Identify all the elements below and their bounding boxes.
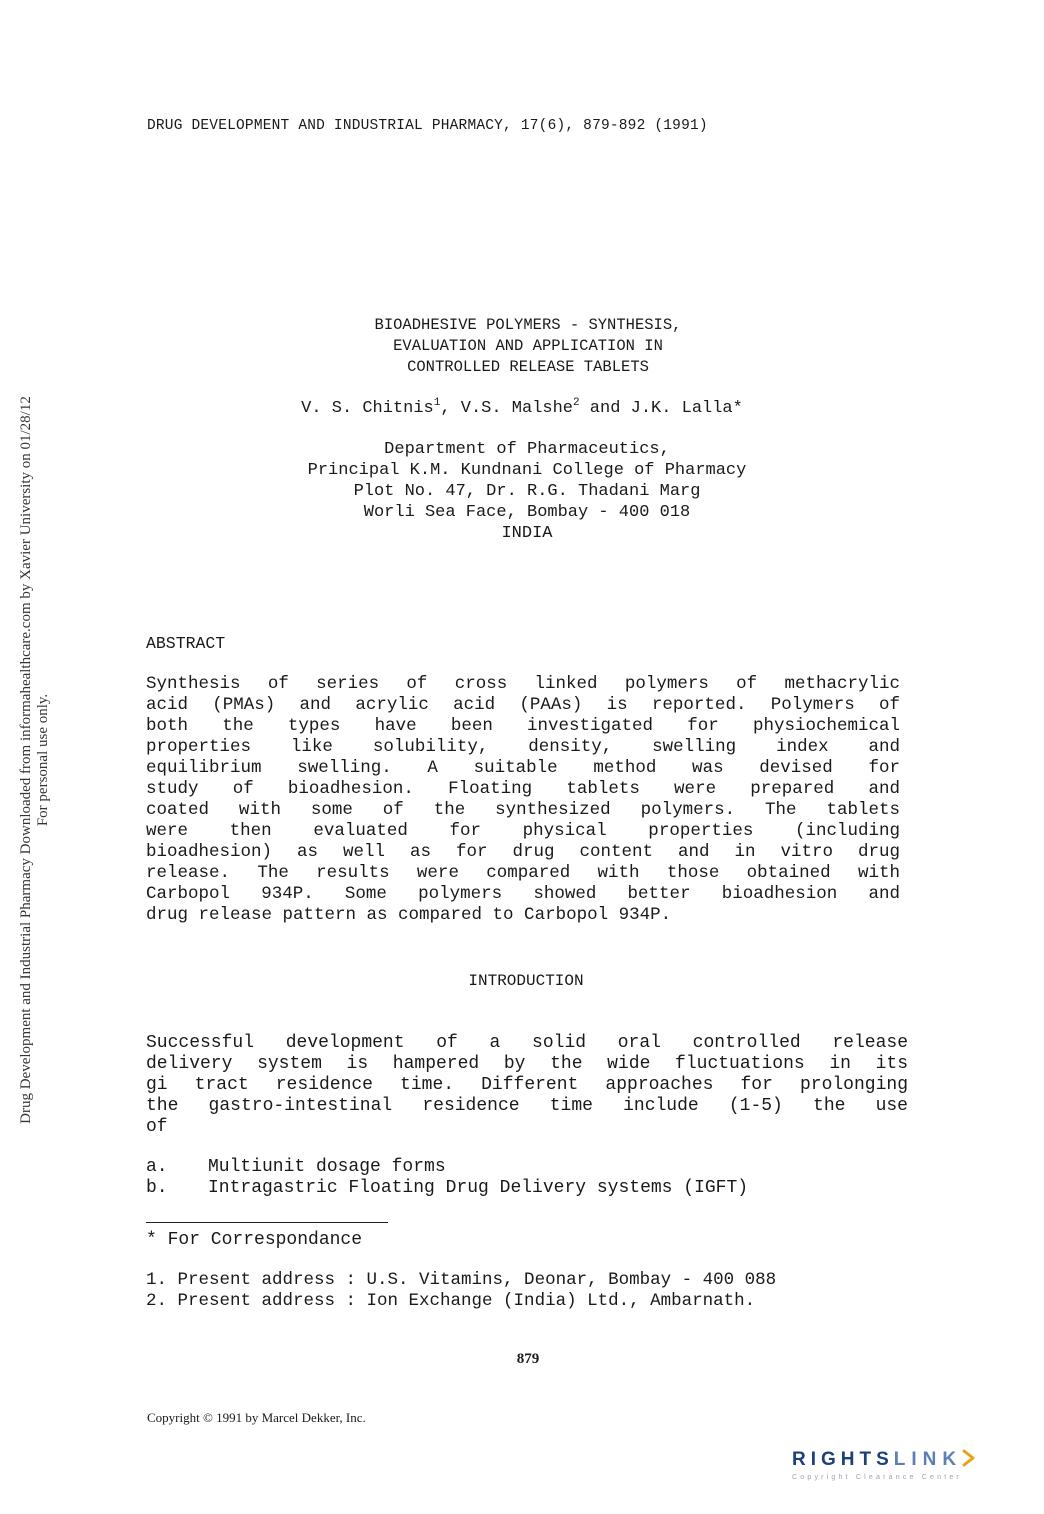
author-lalla: and J.K. Lalla* [579,399,743,418]
abstract-body [146,674,900,926]
title-line-3: CONTROLLED RELEASE TABLETS [407,358,649,376]
list-item [146,1178,748,1199]
affiliation [0,439,1044,544]
rightslink-word-rights: RIGHTS [792,1449,894,1470]
affiliation-line-1: Department of Pharmaceutics, [384,440,670,459]
author-chitnis-affil-mark: 1 [433,397,441,409]
rightslink-logo[interactable] [792,1449,1028,1485]
affiliation-line-5: INDIA [501,524,553,543]
abstract-line: were then evaluated for physical properties (including [146,821,900,841]
list-item [146,1157,748,1178]
copyright-line: Copyright © 1991 by Marcel Dekker, Inc. [147,1410,366,1425]
rightslink-tagline: Copyright Clearance Center [792,1474,962,1481]
paper-title [0,315,1044,378]
abstract-line: release. The results were compared with those obtained with [146,863,900,883]
author-malshe-affil-mark: 2 [573,397,580,409]
rightslink-word-link: LINK [893,1449,963,1470]
title-line-1: BIOADHESIVE POLYMERS - SYNTHESIS, [374,316,682,334]
list-item-text: Intragastric Floating Drug Delivery systems (IGFT) [208,1178,749,1198]
abstract-line: properties like solubility, density, swelling index and [146,737,900,757]
abstract-line: equilibrium swelling. A suitable method was devised for [146,758,900,778]
correspondence-note: * For Correspondance [146,1230,363,1250]
title-line-2: EVALUATION AND APPLICATION IN [393,337,663,355]
page-number [0,1351,1044,1368]
abstract-line: Synthesis of series of cross linked polymers of methacrylic [146,674,900,694]
download-notice-line-2: For personal use only. [35,693,51,827]
author-list [0,397,1044,418]
abstract-line: drug release pattern as compared to Carbopol 934P. [146,905,672,925]
list-item-marker: a. [146,1157,168,1177]
footnote-rule [146,1222,388,1223]
download-notice-line-1: Drug Development and Industrial Pharmacy Downloaded from informahealthcare.com by Xavier University on 01/28/12 [18,396,34,1124]
list-item-text: Multiunit dosage forms [208,1157,446,1177]
author-separator: , [440,399,461,418]
introduction-line: of [146,1117,168,1137]
abstract-line: study of bioadhesion. Floating tablets were prepared and [146,779,900,799]
footnote-1: 1. Present address : U.S. Vitamins, Deonar, Bombay - 400 088 [146,1270,777,1290]
abstract-line: bioadhesion) as well as for drug content and in vitro drug [146,842,900,862]
introduction-heading-text: INTRODUCTION [468,972,584,990]
footnote-2: 2. Present address : Ion Exchange (India) Ltd., Ambarnath. [146,1291,756,1311]
page-number-text: 879 [516,1351,540,1367]
rightslink-wordmark [792,1449,1028,1473]
affiliation-line-3: Plot No. 47, Dr. R.G. Thadani Marg [353,482,701,501]
abstract-line: both the types have been investigated for physiochemical [146,716,900,736]
introduction-body [146,1033,908,1138]
abstract-heading: ABSTRACT [146,634,226,653]
introduction-line: Successful development of a solid oral controlled release [146,1033,908,1053]
author-chitnis: V. S. Chitnis [301,399,434,418]
affiliation-line-2: Principal K.M. Kundnani College of Pharmacy [307,461,747,480]
list-item-marker: b. [146,1178,168,1198]
abstract-line: Carbopol 934P. Some polymers showed better bioadhesion and [146,884,900,904]
rightslink-arrow-icon [962,1449,976,1473]
abstract-line: coated with some of the synthesized polymers. The tablets [146,800,900,820]
introduction-line: gi tract residence time. Different approaches for prolonging [146,1075,908,1095]
journal-header: DRUG DEVELOPMENT AND INDUSTRIAL PHARMACY, 17(6), 879-892 (1991) [147,118,708,134]
author-malshe: V.S. Malshe [460,399,573,418]
introduction-line: the gastro-intestinal residence time include (1-5) the use [146,1096,908,1116]
address-footnotes [146,1270,776,1312]
introduction-heading [0,972,1044,990]
approach-list [146,1157,748,1199]
abstract-line: acid (PMAs) and acrylic acid (PAAs) is reported. Polymers of [146,695,900,715]
affiliation-line-4: Worli Sea Face, Bombay - 400 018 [363,503,691,522]
introduction-line: delivery system is hampered by the wide fluctuations in its [146,1054,908,1074]
